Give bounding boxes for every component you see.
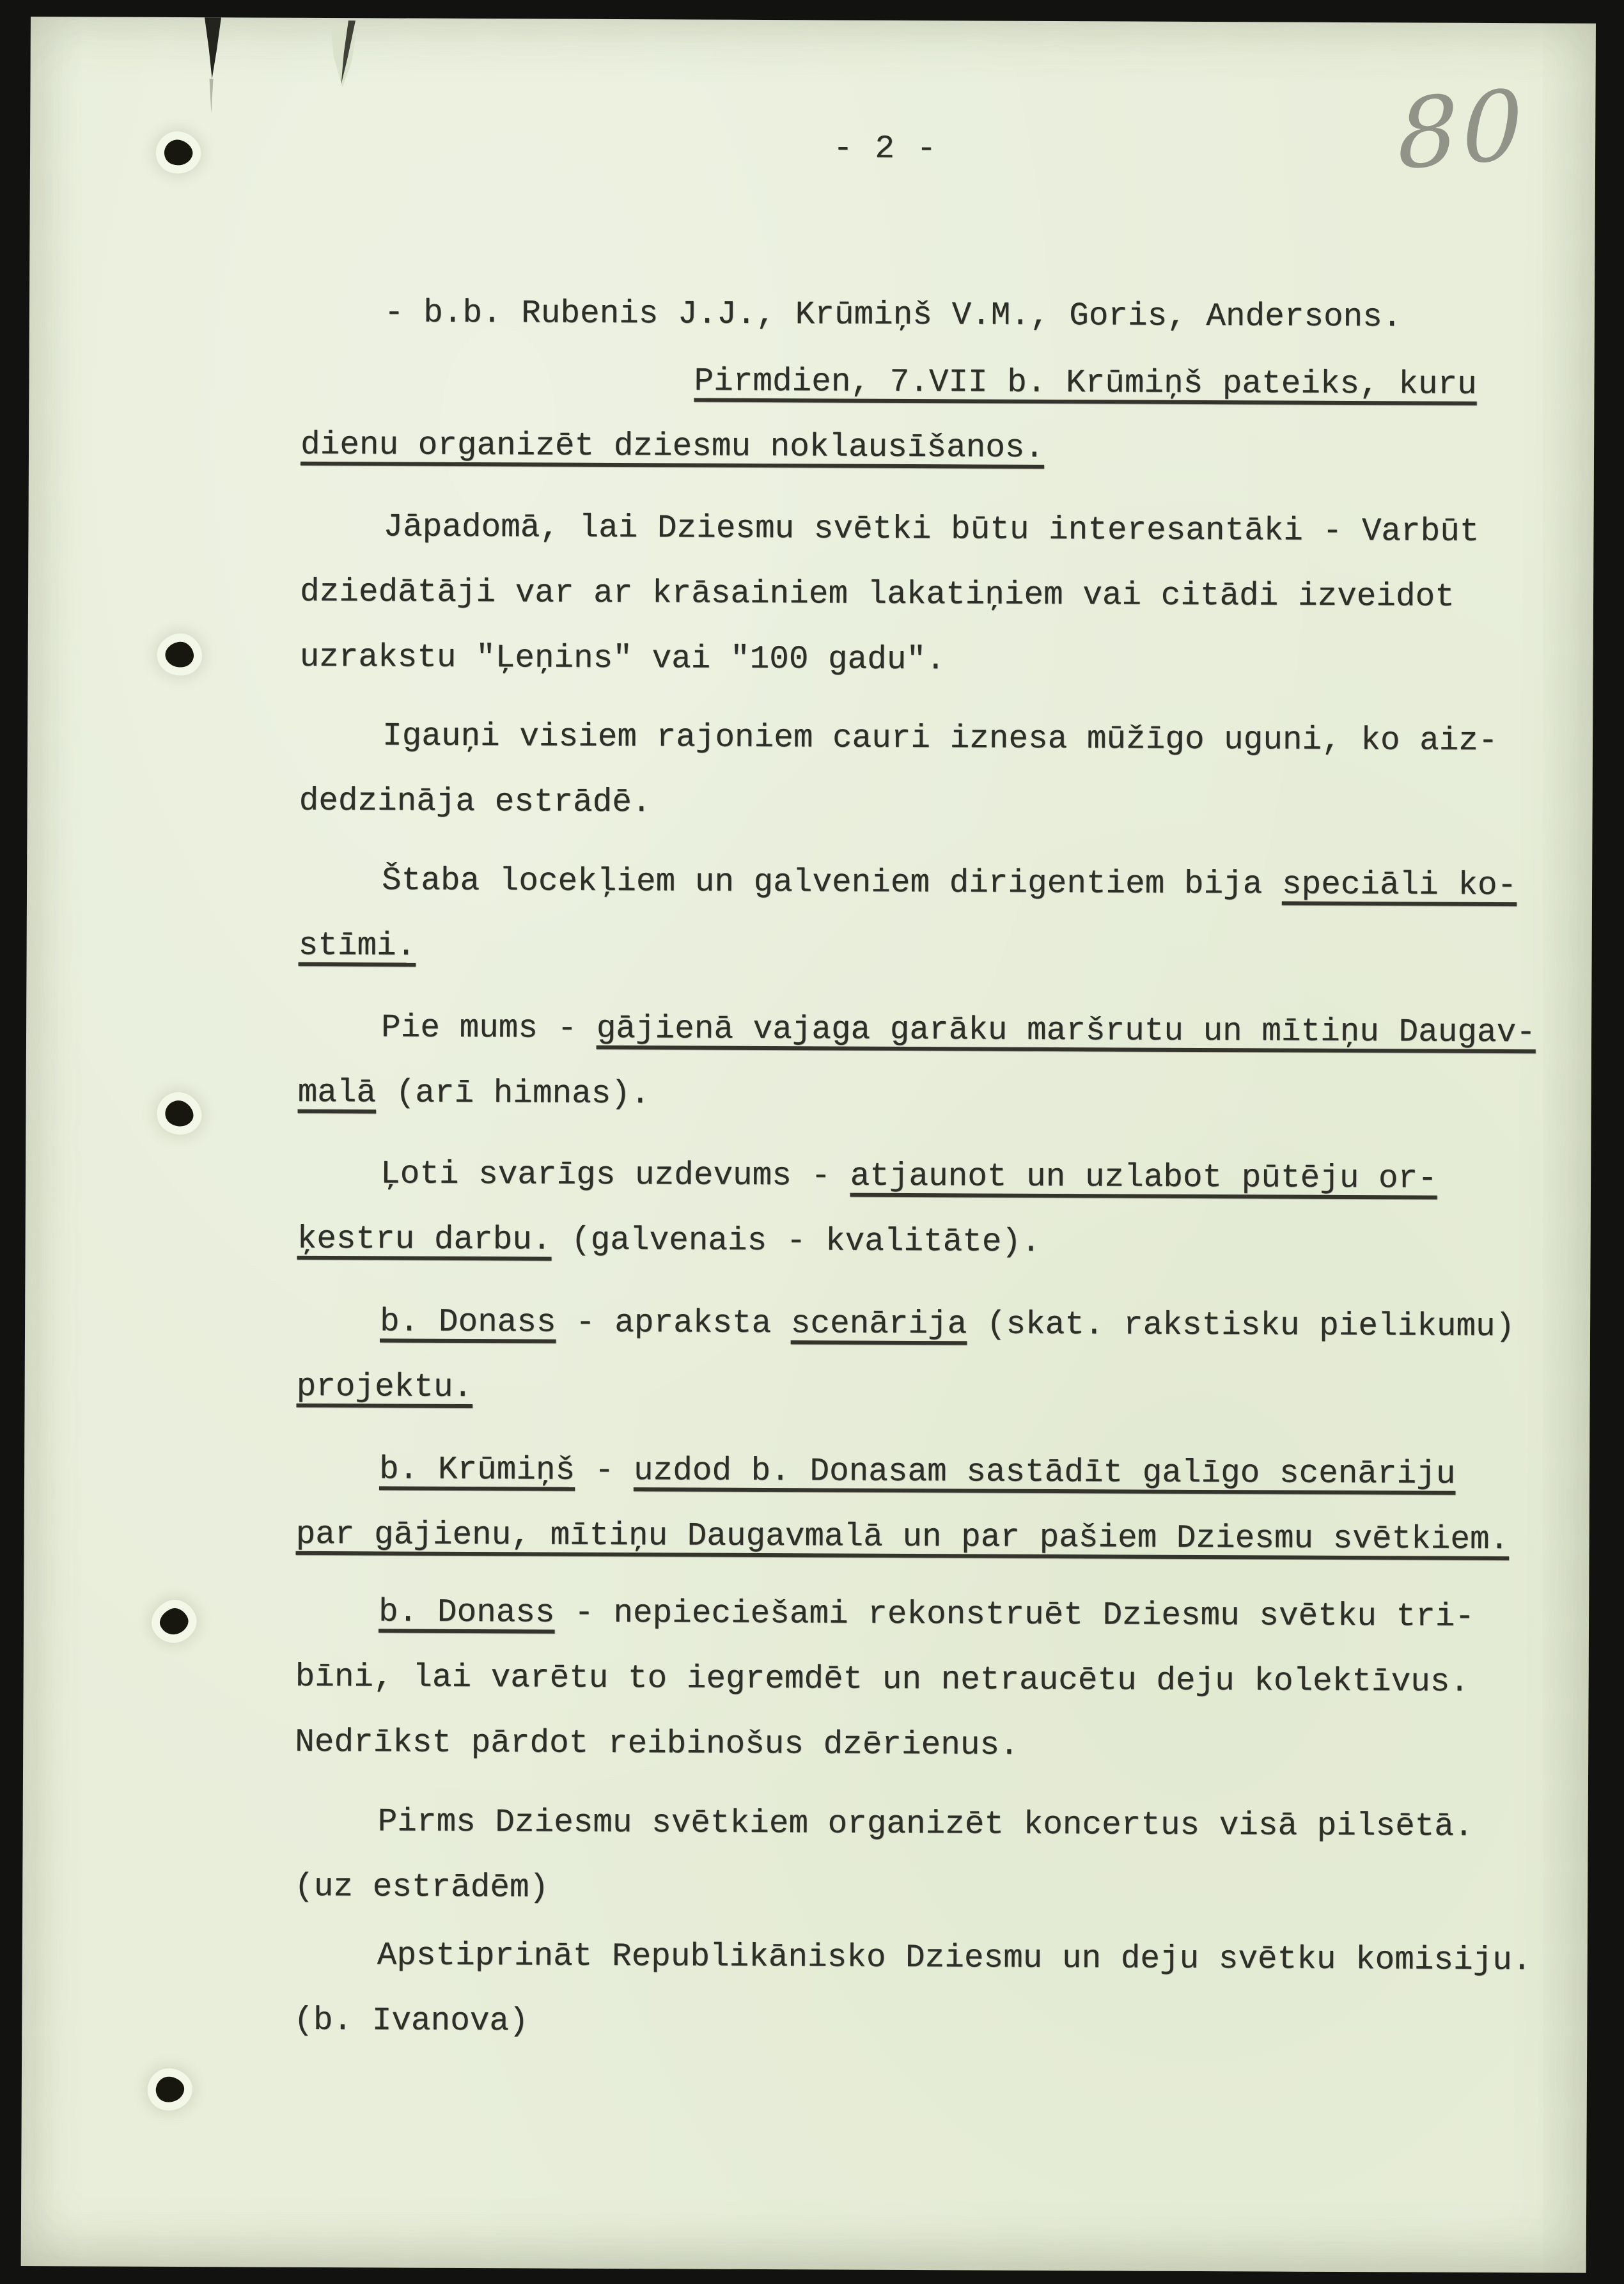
text-segment: Ļoti svarīgs uzdevums - [380,1156,850,1195]
text-line [299,625,1572,696]
text-line [297,1061,1570,1132]
paragraph [295,1437,1568,1574]
text-line [294,1790,1566,1861]
underlined-text-segment: malā [297,1074,377,1112]
text-line [300,495,1572,566]
text-line [299,849,1571,919]
text-segment: bīni, lai varētu to iegremdēt un netraucētu deju kolektīvus. [295,1659,1470,1701]
underlined-text-segment: b. Donass [378,1594,555,1632]
text-line [294,1923,1566,1994]
text-segment: - [575,1452,634,1490]
text-line [296,1437,1568,1508]
paragraph [296,1290,1569,1426]
paragraph [299,704,1572,840]
paragraph [297,1142,1570,1278]
typewritten-text-block [21,17,1596,2273]
handwritten-folio-number: 80 [1396,69,1527,192]
underlined-text-segment: ķestru darbu. [297,1221,552,1259]
text-line [301,413,1573,484]
text-segment: - nepieciešami rekonstruēt Dziesmu svētku tri- [554,1595,1475,1636]
text-segment: dziedātāji var ar krāsainiem lakatiņiem vai citādi izveidot [299,574,1455,616]
underlined-text-segment: atjaunot un uzlabot pūtēju or- [850,1158,1437,1198]
underlined-text-segment: dienu organizēt dziesmu noklausīšanos. [300,426,1045,467]
text-segment: uzrakstu "Ļeņins" vai "100 gadu". [299,639,946,679]
text-line [301,348,1573,419]
text-segment: (b. Ivanova) [293,2002,529,2040]
underlined-text-segment: gājienā vajaga garāku maršrutu un mītiņu Daugav- [596,1010,1536,1052]
text-line [297,1142,1570,1213]
underlined-text-segment: par gājienu, mītiņu Daugavmalā un par pašiem Dziesmu svētkiem. [295,1516,1510,1559]
text-line [299,704,1572,775]
text-line [299,769,1571,840]
paragraph [301,281,1573,352]
paragraph [299,495,1572,696]
text-line [301,281,1573,352]
underlined-text-segment: speciāli ko- [1281,866,1517,905]
paragraph [295,1580,1568,1781]
text-segment: - apraksta [556,1304,791,1343]
text-line [297,1290,1569,1361]
paragraph [294,1790,1567,1926]
paper-sheet [21,17,1596,2273]
text-segment: Igauņi visiem rajoniem cauri iznesa mūžīgo uguni, ko aiz- [382,718,1498,760]
text-segment: Pie mums - [380,1010,597,1047]
underlined-text-segment: b. Krūmiņš [379,1451,575,1489]
text-line [294,1855,1566,1926]
text-segment: Štaba locekļiem un galveniem dirigentiem bija [381,863,1283,903]
text-line [300,560,1572,631]
paragraph [298,849,1571,985]
paragraph [293,1923,1566,2060]
underlined-text-segment: projektu. [296,1368,473,1407]
underlined-text-segment: stīmi. [298,927,416,965]
text-segment: Nedrīkst pārdot reibinošus dzērienus. [295,1724,1019,1764]
underlined-text-segment: b. Donass [379,1304,556,1341]
text-line [295,1580,1568,1651]
text-segment: - b.b. Rubenis J.J., Krūmiņš V.M., Goris, Andersons. [384,295,1402,336]
text-line [295,1503,1568,1574]
text-segment: (galvenais - kvalitāte). [551,1222,1041,1261]
text-segment: (uz estrādēm) [294,1868,549,1907]
underlined-text-segment: scenārija [790,1306,967,1343]
text-line [293,1989,1566,2060]
text-segment: Jāpadomā, lai Dziesmu svētki būtu interesantāki - Varbūt [383,509,1480,551]
text-segment: dedzināja estrādē. [299,783,652,822]
paragraph [301,348,1573,484]
text-segment: Apstiprināt Republikānisko Dziesmu un deju svētku komisiju. [377,1937,1532,1980]
page-number: - 2 - [832,130,938,168]
text-line [296,1355,1568,1426]
text-line [298,996,1570,1067]
text-line [297,1207,1569,1278]
text-segment: (skat. rakstisku pielikumu) [967,1306,1515,1346]
text-line [295,1645,1567,1716]
underlined-text-segment: uzdod b. Donasam sastādīt galīgo scenāriju [633,1453,1456,1493]
text-segment: (arī himnas). [375,1075,650,1113]
text-line [298,914,1570,985]
text-segment: Pirms Dziesmu svētkiem organizēt koncertus visā pilsētā. [377,1804,1474,1845]
underlined-text-segment: Pirmdien, 7.VII b. Krūmiņš pateiks, kuru [694,363,1477,403]
text-line [295,1710,1567,1781]
paragraph [297,996,1570,1132]
